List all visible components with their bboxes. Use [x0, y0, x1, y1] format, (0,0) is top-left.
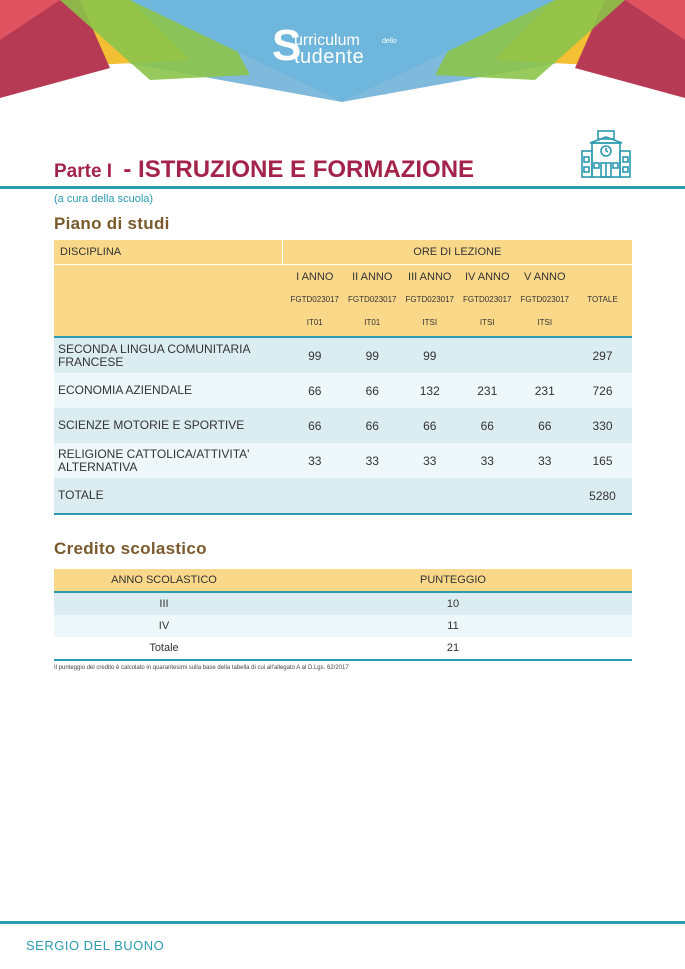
- piano-years-header: [54, 264, 632, 336]
- curriculum-logo: [272, 22, 422, 74]
- section-title: - ISTRUZIONE E FORMAZIONE: [123, 156, 475, 183]
- year-header: V ANNO FGTD023017 ITSI: [516, 264, 574, 336]
- footer-divider: [0, 921, 685, 924]
- title-divider: [0, 186, 685, 189]
- table-row: RELIGIONE CATTOLICA/ATTIVITA' ALTERNATIVA 33 33 33 33 33 165: [54, 443, 632, 478]
- section-note: (a cura della scuola): [54, 193, 154, 205]
- piano-heading: Piano di studi: [54, 214, 170, 233]
- school-building-icon: [580, 129, 632, 181]
- col-ore: ORE DI LEZIONE: [282, 240, 632, 264]
- credito-table: [54, 569, 632, 661]
- student-name: SERGIO DEL BUONO: [26, 938, 165, 953]
- table-row-total: Totale 21: [54, 637, 632, 659]
- year-header: IV ANNO FGTD023017 ITSI: [459, 264, 517, 336]
- year-header: III ANNO FGTD023017 ITSI: [401, 264, 459, 336]
- logo-line1: urriculum: [294, 32, 360, 49]
- piano-header-row: [54, 240, 632, 264]
- table-row: III 10: [54, 593, 632, 615]
- table-row: SECONDA LINGUA COMUNITARIA FRANCESE 99 99 99 297: [54, 338, 632, 373]
- logo-line1-small: dello: [382, 38, 397, 45]
- table-row: ECONOMIA AZIENDALE 66 66 132 231 231 726: [54, 373, 632, 408]
- logo-line2: tudente: [294, 46, 365, 68]
- credito-footnote: Il punteggio del credito è calcolato in quarantesimi sulla base della tabella di cui all'allegato A al D.Lgs. 62/2017: [54, 665, 349, 671]
- year-header: II ANNO FGTD023017 IT01: [344, 264, 402, 336]
- table-row-total: TOTALE 5280: [54, 478, 632, 513]
- part-label: Parte I: [54, 161, 113, 182]
- credito-header-row: [54, 569, 632, 591]
- piano-studi-table: [54, 240, 632, 515]
- credito-heading: Credito scolastico: [54, 539, 207, 558]
- logo-initial: S: [272, 21, 302, 70]
- col-anno: ANNO SCOLASTICO: [111, 574, 217, 586]
- table-row: IV 11: [54, 615, 632, 637]
- col-punteggio: PUNTEGGIO: [419, 574, 486, 586]
- page-title: [54, 156, 474, 184]
- year-header: I ANNO FGTD023017 IT01: [286, 264, 344, 336]
- table-row: SCIENZE MOTORIE E SPORTIVE 66 66 66 66 66 330: [54, 408, 632, 443]
- col-totale: TOTALE: [574, 264, 632, 336]
- col-disciplina: DISCIPLINA: [60, 246, 122, 258]
